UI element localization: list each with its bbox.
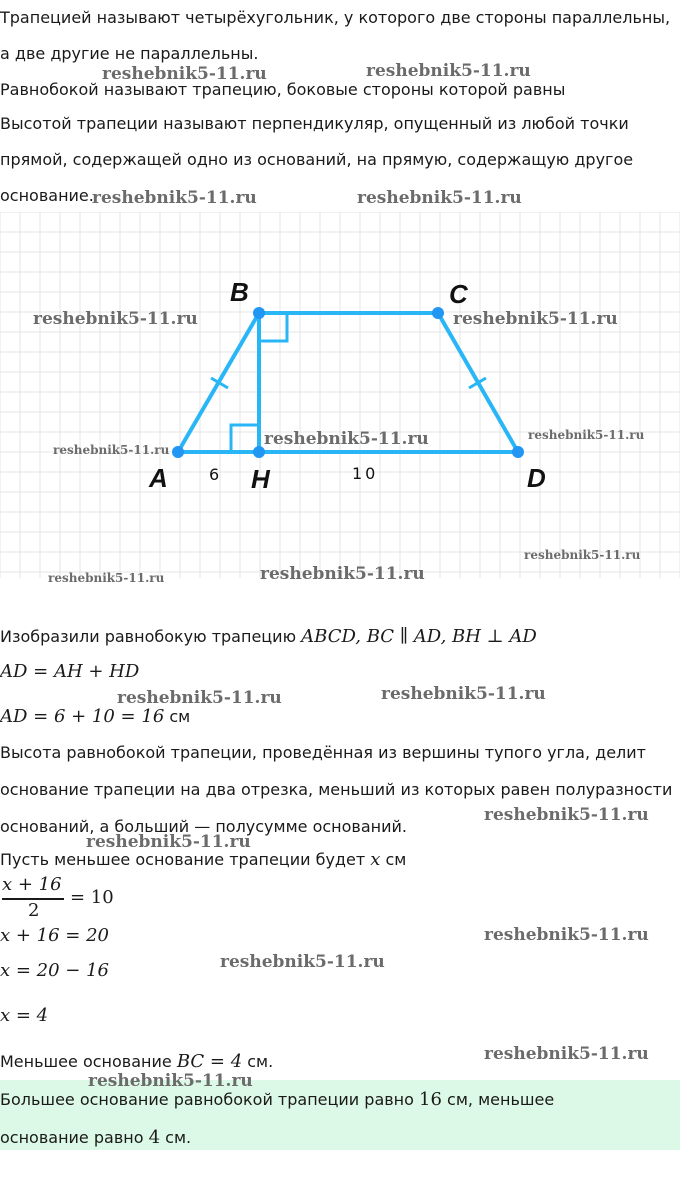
- watermark: reshebnik5-11.ru: [524, 548, 641, 562]
- smaller-base-text: Меньшее основание: [0, 1052, 172, 1071]
- fraction-equation: [0, 870, 130, 920]
- watermark: reshebnik5-11.ru: [102, 64, 267, 84]
- rule-line3: оснований, а больший — полусумме оснований.: [0, 817, 408, 836]
- equation-x-difference: x = 20 − 16: [0, 960, 110, 981]
- equation-ad-value-line: [0, 699, 680, 735]
- label-a: A: [149, 463, 168, 493]
- watermark: reshebnik5-11.ru: [260, 564, 425, 584]
- definition-height-line3: основание.: [0, 186, 94, 205]
- watermark: reshebnik5-11.ru: [220, 952, 385, 972]
- drew-math: ABCD, BC ∥ AD, BH ⊥ AD: [301, 626, 537, 647]
- trapezoid-figure: [0, 212, 680, 578]
- drew-text: Изобразили равнобокую трапецию: [0, 627, 297, 646]
- let-unit: см: [385, 850, 407, 869]
- definition-height-line1: Высотой трапеции называют перпендикуляр, опущенный из любой точки: [0, 114, 629, 133]
- answer-line2-text: основание равно: [0, 1128, 144, 1147]
- fraction-numerator: x + 16: [2, 874, 62, 895]
- equation-x-plus-16: x + 16 = 20: [0, 925, 110, 946]
- watermark: reshebnik5-11.ru: [86, 832, 251, 852]
- segment-hd-length: 10: [352, 464, 379, 483]
- answer-line2: [0, 1120, 680, 1156]
- answer-line1-number: 16: [419, 1089, 442, 1110]
- segment-ah-length: 6: [209, 465, 220, 484]
- watermark: reshebnik5-11.ru: [48, 571, 165, 585]
- watermark: reshebnik5-11.ru: [381, 684, 546, 704]
- answer-line1-rest: см, меньшее: [447, 1090, 555, 1109]
- smaller-base-math: BC = 4: [176, 1051, 243, 1072]
- point-c: [432, 307, 444, 319]
- solution-drew-line: [0, 619, 680, 655]
- grid-background: [0, 212, 680, 578]
- watermark: reshebnik5-11.ru: [484, 925, 649, 945]
- let-variable: x: [370, 849, 381, 870]
- fraction-bar: [2, 898, 64, 900]
- watermark: reshebnik5-11.ru: [453, 309, 618, 329]
- equation-x-value: x = 4: [0, 1005, 49, 1026]
- watermark: reshebnik5-11.ru: [117, 688, 282, 708]
- label-h: H: [251, 464, 270, 494]
- definition-height-line2: прямой, содержащей одно из оснований, на прямую, содержащую другое: [0, 150, 634, 169]
- label-d: D: [527, 463, 546, 493]
- watermark: reshebnik5-11.ru: [92, 188, 257, 208]
- smaller-base-unit: см.: [247, 1052, 274, 1071]
- point-b: [253, 307, 265, 319]
- equation-ad-value: AD = 6 + 10 = 16: [0, 706, 165, 727]
- definition-trapezoid-line1: Трапецией называют четырёхугольник, у которого две стороны параллельны,: [0, 8, 671, 27]
- watermark: reshebnik5-11.ru: [357, 188, 522, 208]
- rule-line2: основание трапеции на два отрезка, меньший из которых равен полуразности: [0, 780, 673, 799]
- equation-ad-sum: AD = AH + HD: [0, 661, 140, 682]
- fraction-rhs: = 10: [70, 887, 114, 908]
- rule-line1: Высота равнобокой трапеции, проведённая из вершины тупого угла, делит: [0, 743, 646, 762]
- watermark: reshebnik5-11.ru: [264, 429, 429, 449]
- fraction-denominator: 2: [28, 902, 40, 918]
- watermark: reshebnik5-11.ru: [53, 443, 170, 457]
- watermark: reshebnik5-11.ru: [33, 309, 198, 329]
- let-text: Пусть меньшее основание трапеции будет: [0, 850, 366, 869]
- watermark: reshebnik5-11.ru: [366, 61, 531, 81]
- watermark: reshebnik5-11.ru: [484, 805, 649, 825]
- point-a: [172, 446, 184, 458]
- label-b: B: [230, 277, 249, 307]
- watermark: reshebnik5-11.ru: [528, 428, 645, 442]
- label-c: C: [449, 279, 468, 309]
- answer-line2-number: 4: [148, 1127, 161, 1148]
- answer-line1-text: Большее основание равнобокой трапеции равно: [0, 1090, 414, 1109]
- watermark: reshebnik5-11.ru: [88, 1071, 253, 1091]
- watermark: reshebnik5-11.ru: [484, 1044, 649, 1064]
- definition-trapezoid-line2: а две другие не параллельны.: [0, 44, 259, 63]
- point-d: [512, 446, 524, 458]
- equation-ad-unit: см: [169, 707, 191, 726]
- answer-line2-unit: см.: [165, 1128, 192, 1147]
- definition-isosceles: Равнобокой называют трапецию, боковые стороны которой равны: [0, 80, 566, 99]
